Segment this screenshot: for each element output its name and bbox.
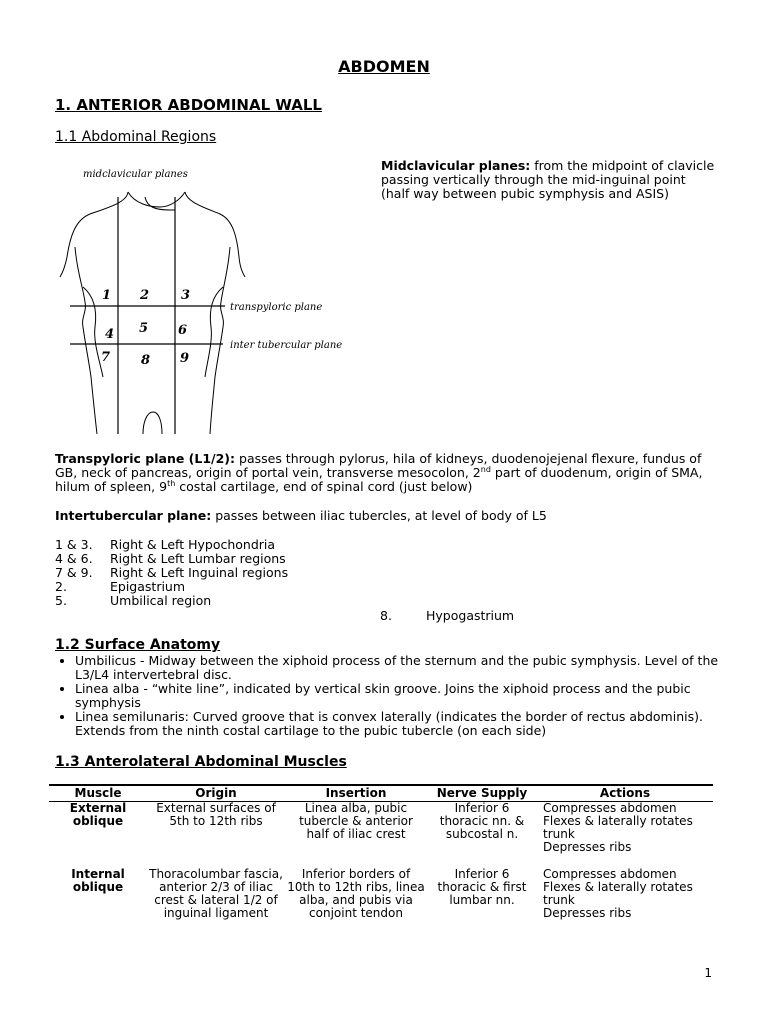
intertubercular-term: Intertubercular plane:	[55, 508, 212, 523]
action-item: Depresses ribs	[543, 840, 632, 854]
subheading-number: 1.1 Abdominal Regions	[55, 129, 217, 145]
page-number: 1	[704, 966, 712, 980]
region-num: 2.	[55, 579, 67, 594]
region-number-1: 1	[102, 288, 112, 303]
list-item	[55, 538, 288, 552]
region-number-7: 7	[101, 350, 111, 365]
region-number-2: 2	[140, 288, 150, 303]
list-item: • Linea semilunaris: Curved groove that is convex laterally (indicates the border of rectus abdominis). Extends from the ninth costal cartilage to the pubic tubercle (on each side)	[75, 710, 735, 738]
section-heading-anterior-abdominal-wall: 1. ANTERIOR ABDOMINAL WALL	[55, 96, 322, 114]
page-title: ABDOMEN	[338, 57, 430, 76]
action-item: Flexes & laterally rotates trunk	[543, 814, 693, 841]
cell-nerve: Inferior 6 thoracic nn. & subcostal n.	[439, 801, 525, 841]
diagram-label-transpyloric: transpyloric plane	[230, 302, 323, 313]
intertubercular-description	[55, 509, 715, 523]
cell-muscle: Internal oblique	[71, 867, 125, 894]
transpyloric-sup-b: th	[167, 478, 176, 488]
regions-list	[55, 538, 288, 608]
table-row	[49, 802, 713, 869]
subheading-surface-anatomy: 1.2 Surface Anatomy	[55, 637, 221, 653]
midclavicular-term: Midclavicular planes:	[381, 158, 531, 173]
intertubercular-text: passes between iliac tubercles, at level of body of L5	[211, 508, 547, 523]
action-item: Flexes & laterally rotates trunk	[543, 880, 693, 907]
region-number-5: 5	[139, 321, 149, 336]
action-item: Compresses abdomen	[543, 867, 677, 881]
list-item	[55, 580, 288, 594]
action-item: Compresses abdomen	[543, 801, 677, 815]
list-item: • Linea alba - “white line”, indicated by vertical skin groove. Joins the xiphoid process and the pubic symphysis	[75, 682, 735, 710]
region-num: 4 & 6.	[55, 551, 93, 566]
body-outline-right-shoulder	[185, 192, 245, 277]
region-name: Right & Left Hypochondria	[110, 537, 276, 552]
column-header: Actions	[537, 785, 713, 802]
cell-insertion: Inferior borders of 10th to 12th ribs, linea alba, and pubis via conjoint tendon	[287, 867, 425, 920]
region-num: 7 & 9.	[55, 565, 93, 580]
muscles-table	[49, 784, 713, 934]
region-num: 8.	[380, 608, 392, 623]
diagram-label-midclavicular: midclavicular planes	[83, 169, 188, 180]
subheading-abdominal-regions	[55, 129, 216, 145]
transpyloric-description	[55, 452, 715, 494]
body-outline-left-side	[75, 247, 97, 434]
cell-insertion: Linea alba, pubic tubercle & anterior half of iliac crest	[299, 801, 413, 841]
midclavicular-text: from the midpoint of clavicle passing vertically through the mid-inguinal point (half way between pubic symphysis and ASIS)	[381, 158, 715, 201]
region-num: 1 & 3.	[55, 537, 93, 552]
transpyloric-sup-a: nd	[480, 464, 491, 474]
column-header: Origin	[147, 785, 285, 802]
region-number-8: 8	[141, 353, 151, 368]
region-num: 5.	[55, 593, 67, 608]
transpyloric-text-a: passes through pylorus, hila of kidneys, duodenojejenal flexure, fundus of GB, neck of pancreas, origin of portal vein, transverse mesocolon, 2	[55, 451, 702, 480]
region-name: Hypogastrium	[426, 608, 515, 623]
transpyloric-term: Transpyloric plane (L1/2):	[55, 451, 236, 466]
surface-anatomy-list	[55, 654, 735, 738]
region-number-4: 4	[105, 327, 115, 342]
body-outline-neck	[128, 192, 185, 207]
column-header: Muscle	[49, 785, 147, 802]
region-number-6: 6	[178, 323, 188, 338]
region-name: Epigastrium	[110, 579, 186, 594]
transpyloric-text-b: part of duodenum, origin of SMA, hilum of spleen, 9	[55, 465, 703, 494]
diagram-label-intertubercular: inter tubercular plane	[230, 340, 343, 351]
transpyloric-text-c: costal cartilage, end of spinal cord (just below)	[175, 479, 473, 494]
abdominal-regions-diagram	[55, 162, 375, 442]
cell-actions	[537, 868, 713, 934]
action-item: Depresses ribs	[543, 906, 632, 920]
region-name: Right & Left Lumbar regions	[110, 551, 286, 566]
column-header: Insertion	[285, 785, 427, 802]
region-number-9: 9	[180, 351, 190, 366]
list-item-hypogastrium	[380, 608, 514, 623]
cell-nerve: Inferior 6 thoracic & first lumbar nn.	[437, 867, 527, 907]
region-name: Umbilical region	[110, 593, 212, 608]
region-name: Right & Left Inguinal regions	[110, 565, 289, 580]
body-outline-right-side	[210, 247, 230, 434]
cell-actions	[537, 802, 713, 869]
cell-muscle: External oblique	[69, 801, 127, 828]
subheading-anterolateral-muscles: 1.3 Anterolateral Abdominal Muscles	[55, 754, 347, 770]
list-item	[55, 552, 288, 566]
column-header: Nerve Supply	[427, 785, 537, 802]
midclavicular-description	[381, 159, 716, 201]
cell-origin: External surfaces of 5th to 12th ribs	[156, 801, 276, 828]
table-row	[49, 868, 713, 934]
region-number-3: 3	[181, 288, 191, 303]
list-item	[55, 566, 288, 580]
table-header-row	[49, 785, 713, 802]
list-item: • Umbilicus - Midway between the xiphoid process of the sternum and the pubic symphysis. Level of the L3/L4 intervertebral disc.	[75, 654, 735, 682]
list-item	[55, 594, 288, 608]
cell-origin: Thoracolumbar fascia, anterior 2/3 of iliac crest & lateral 1/2 of inguinal ligament	[149, 867, 283, 920]
